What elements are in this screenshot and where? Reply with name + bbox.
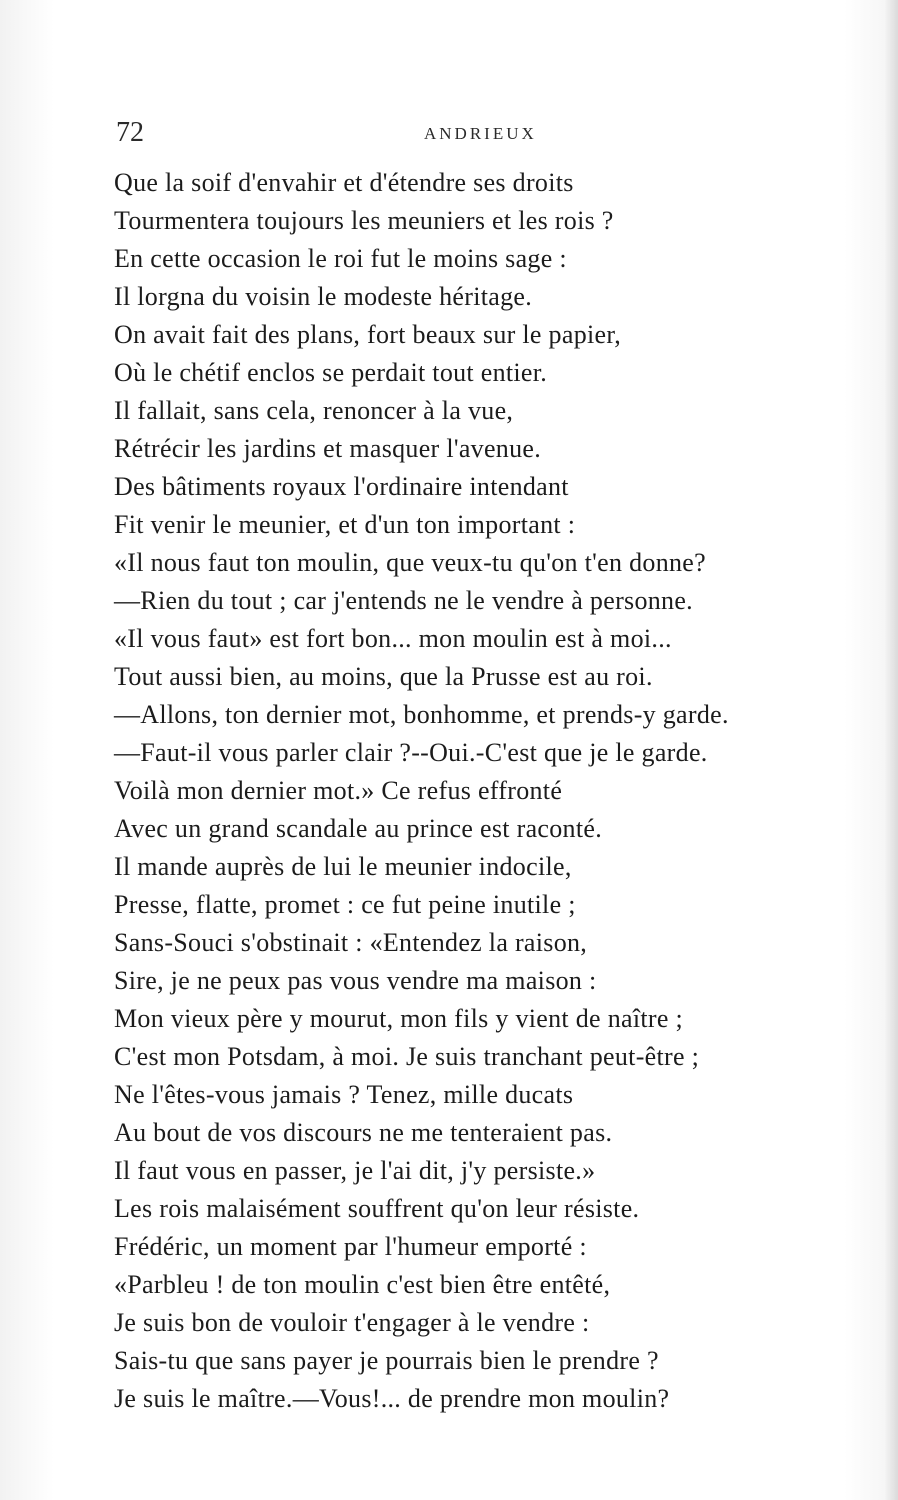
poem-line: On avait fait des plans, fort beaux sur le papier, bbox=[114, 320, 622, 349]
poem-line: Où le chétif enclos se perdait tout entier. bbox=[114, 358, 548, 387]
poem-line: Ne l'êtes-vous jamais ? Tenez, mille ducats bbox=[114, 1080, 574, 1109]
poem-line: Presse, flatte, promet : ce fut peine inutile ; bbox=[114, 890, 576, 919]
poem-line: Tourmentera toujours les meuniers et les rois ? bbox=[114, 206, 614, 235]
poem-line: C'est mon Potsdam, à moi. Je suis tranchant peut-être ; bbox=[114, 1042, 700, 1071]
poem-line: Sire, je ne peux pas vous vendre ma maison : bbox=[114, 966, 597, 995]
poem-line: Rétrécir les jardins et masquer l'avenue. bbox=[114, 434, 542, 463]
poem-text bbox=[114, 164, 874, 1418]
running-title: ANDRIEUX bbox=[424, 124, 537, 143]
poem-line: Frédéric, un moment par l'humeur emporté : bbox=[114, 1232, 587, 1261]
running-head bbox=[116, 116, 836, 150]
poem-line: Mon vieux père y mourut, mon fils y vient de naître ; bbox=[114, 1004, 684, 1033]
poem-line: «Il nous faut ton moulin, que veux-tu qu'on t'en donne? bbox=[114, 548, 706, 577]
poem-line: Il mande auprès de lui le meunier indocile, bbox=[114, 852, 572, 881]
poem-line: Que la soif d'envahir et d'étendre ses droits bbox=[114, 168, 574, 197]
poem-line: Avec un grand scandale au prince est raconté. bbox=[114, 814, 603, 843]
poem-line: «Il vous faut» est fort bon... mon moulin est à moi... bbox=[114, 624, 672, 653]
poem-line: En cette occasion le roi fut le moins sage : bbox=[114, 244, 567, 273]
poem-line: —Rien du tout ; car j'entends ne le vendre à personne. bbox=[114, 586, 693, 615]
poem-line: Voilà mon dernier mot.» Ce refus effronté bbox=[114, 776, 563, 805]
poem-line: Les rois malaisément souffrent qu'on leur résiste. bbox=[114, 1194, 640, 1223]
poem-line: Il faut vous en passer, je l'ai dit, j'y persiste.» bbox=[114, 1156, 596, 1185]
poem-line: Il fallait, sans cela, renoncer à la vue, bbox=[114, 396, 514, 425]
poem-line: Tout aussi bien, au moins, que la Prusse est au roi. bbox=[114, 662, 653, 691]
poem-line: Je suis bon de vouloir t'engager à le vendre : bbox=[114, 1308, 590, 1337]
poem-line: Je suis le maître.—Vous!... de prendre mon moulin? bbox=[114, 1384, 670, 1413]
poem-line: Fit venir le meunier, et d'un ton important : bbox=[114, 510, 576, 539]
poem-line: Des bâtiments royaux l'ordinaire intendant bbox=[114, 472, 569, 501]
poem-line: Sais-tu que sans payer je pourrais bien le prendre ? bbox=[114, 1346, 659, 1375]
poem-line: —Allons, ton dernier mot, bonhomme, et prends-y garde. bbox=[114, 700, 729, 729]
poem-line: Il lorgna du voisin le modeste héritage. bbox=[114, 282, 533, 311]
poem-line: «Parbleu ! de ton moulin c'est bien être entêté, bbox=[114, 1270, 611, 1299]
poem-line: —Faut-il vous parler clair ?--Oui.-C'est que je le garde. bbox=[114, 738, 708, 767]
poem-line: Sans-Souci s'obstinait : «Entendez la raison, bbox=[114, 928, 588, 957]
page-number: 72 bbox=[116, 117, 144, 148]
page-binding-shadow bbox=[884, 0, 898, 1500]
poem-line: Au bout de vos discours ne me tenteraient pas. bbox=[114, 1118, 613, 1147]
